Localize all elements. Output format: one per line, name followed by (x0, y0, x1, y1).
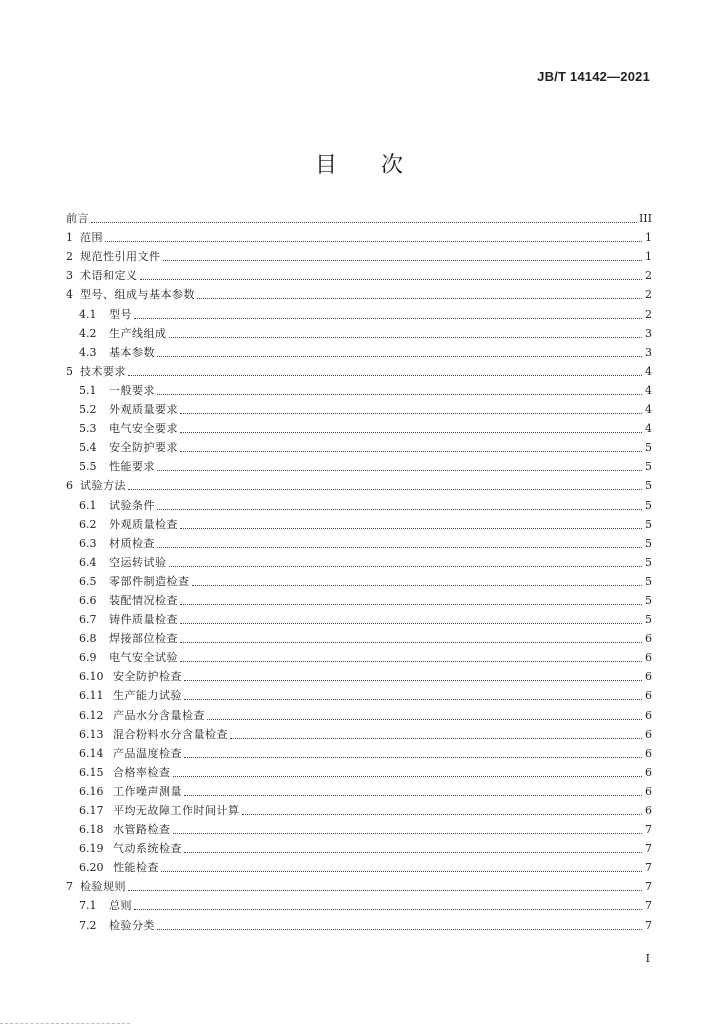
toc-dot-leader (169, 566, 643, 567)
toc-entry-label: 生产能力试验 (113, 689, 182, 703)
toc-entry-page: 4 (645, 422, 652, 436)
toc-entry-label: 空运转试验 (109, 555, 167, 569)
toc-dot-leader (180, 413, 642, 414)
toc-entry[interactable] (66, 532, 652, 551)
toc-entry-page: 1 (645, 231, 652, 245)
toc-entry-number: 6.10 (79, 670, 104, 684)
toc-entry[interactable] (66, 742, 652, 761)
toc-dot-leader (157, 356, 642, 357)
toc-entry-label: 范围 (80, 231, 103, 245)
toc-entry-label: 技术要求 (80, 364, 126, 378)
toc-entry-page: 5 (645, 498, 652, 512)
toc-dot-leader (128, 375, 642, 376)
toc-entry-number: 1 (66, 231, 73, 245)
toc-entry-page: 7 (645, 899, 652, 913)
toc-dot-leader (180, 432, 642, 433)
toc-entry[interactable] (66, 818, 652, 837)
toc-entry-number: 5.2 (79, 403, 97, 417)
toc-dot-leader (128, 890, 642, 891)
toc-entry-number: 7 (66, 880, 73, 894)
toc-entry-label: 平均无故障工作时间计算 (113, 804, 240, 817)
toc-entry-label: 试验条件 (109, 498, 155, 512)
toc-entry-number: 6.6 (79, 593, 97, 607)
toc-entry-number: 6.19 (79, 842, 104, 856)
toc-dot-leader (157, 394, 642, 395)
toc-entry-label: 型号、组成与基本参数 (80, 288, 195, 302)
toc-entry-label: 电气安全要求 (109, 422, 178, 436)
toc-entry-label: 性能检查 (113, 861, 159, 875)
toc-dot-leader (184, 680, 642, 681)
toc-entry-page: 7 (645, 918, 652, 932)
toc-dot-leader (180, 642, 642, 643)
toc-entry-page: III (638, 212, 652, 226)
toc-entry[interactable] (66, 608, 652, 627)
toc-entry-label: 产品温度检查 (113, 746, 182, 760)
toc-entry-page: 3 (645, 326, 652, 340)
toc-entry-label: 产品水分含量检查 (113, 708, 205, 722)
toc-entry-label: 规范性引用文件 (80, 250, 161, 264)
toc-dot-leader (184, 795, 642, 796)
toc-entry-number: 6.7 (79, 613, 97, 627)
toc-entry-page: 5 (645, 613, 652, 627)
toc-entry-page: 7 (645, 880, 652, 894)
toc-entry-number: 5.4 (79, 441, 97, 455)
toc-entry-page: 5 (645, 593, 652, 607)
toc-entry-number: 6 (66, 479, 73, 493)
toc-entry-label: 前言 (66, 212, 89, 226)
toc-entry-label: 铸件质量检查 (109, 613, 178, 627)
toc-entry[interactable] (66, 570, 652, 589)
toc-dot-leader (105, 241, 642, 242)
toc-entry-number: 6.18 (79, 823, 104, 837)
toc-entry-label: 材质检查 (109, 536, 155, 550)
toc-dot-leader (157, 547, 642, 548)
toc-entry-page: 4 (645, 364, 652, 378)
toc-dot-leader (157, 929, 642, 930)
toc-dot-leader (180, 451, 642, 452)
toc-entry[interactable] (66, 207, 652, 226)
toc-entry-number: 6.16 (79, 784, 104, 798)
toc-entry-page: 2 (645, 269, 652, 283)
toc-entry[interactable] (66, 837, 652, 856)
toc-dot-leader (134, 318, 642, 319)
toc-dot-leader (157, 470, 642, 471)
toc-entry-page: 5 (645, 536, 652, 550)
toc-entry[interactable] (66, 723, 652, 742)
toc-dot-leader (192, 585, 643, 586)
toc-entry-page: 4 (645, 403, 652, 417)
toc-entry-number: 5.5 (79, 460, 97, 474)
toc-entry-number: 6.3 (79, 536, 97, 550)
toc-entry[interactable] (66, 513, 652, 532)
toc-entry-page: 5 (645, 479, 652, 493)
toc-entry-page: 6 (645, 784, 652, 798)
toc-dot-leader (184, 852, 642, 853)
toc-entry-page: 2 (645, 307, 652, 321)
toc-entry[interactable] (66, 627, 652, 646)
toc-entry-number: 5.3 (79, 422, 97, 436)
toc-entry-page: 6 (645, 651, 652, 665)
toc-entry-label: 焊接部位检查 (109, 632, 178, 646)
toc-entry-label: 水管路检查 (113, 823, 171, 837)
toc-entry-label: 合格率检查 (113, 765, 171, 779)
toc-entry-page: 6 (645, 670, 652, 684)
toc-dot-leader (242, 814, 643, 815)
toc-entry[interactable] (66, 589, 652, 608)
toc-entry-number: 6.8 (79, 632, 97, 646)
toc-entry[interactable] (66, 245, 652, 264)
toc-dot-leader (134, 909, 642, 910)
toc-entry-page: 6 (645, 765, 652, 779)
toc-entry-page: 4 (645, 383, 652, 397)
toc-dot-leader (230, 738, 642, 739)
toc-entry-number: 7.2 (79, 918, 97, 932)
toc-entry[interactable] (66, 302, 652, 321)
toc-entry[interactable] (66, 913, 652, 932)
toc-entry[interactable] (66, 264, 652, 283)
toc-entry-page: 2 (645, 288, 652, 302)
toc-dot-leader (197, 298, 642, 299)
toc-entry[interactable] (66, 493, 652, 512)
toc-entry[interactable] (66, 684, 652, 703)
table-of-contents (66, 207, 652, 933)
toc-entry-label: 检验规则 (80, 880, 126, 894)
toc-entry-label: 混合粉料水分含量检查 (113, 727, 228, 741)
toc-entry-label: 试验方法 (80, 479, 126, 493)
toc-entry-number: 4.3 (79, 345, 97, 359)
toc-entry[interactable] (66, 551, 652, 570)
toc-entry[interactable] (66, 761, 652, 780)
toc-dot-leader (207, 719, 642, 720)
toc-entry[interactable] (66, 799, 652, 818)
toc-dot-leader (184, 757, 642, 758)
toc-dot-leader (163, 260, 643, 261)
toc-entry-number: 4.2 (79, 326, 97, 340)
toc-entry-page: 6 (645, 746, 652, 760)
toc-entry[interactable] (66, 646, 652, 665)
toc-entry-label: 性能要求 (109, 460, 155, 474)
toc-dot-leader (173, 776, 643, 777)
toc-entry-page: 6 (645, 727, 652, 741)
toc-dot-leader (180, 604, 642, 605)
toc-entry-label: 气动系统检查 (113, 842, 182, 856)
toc-dot-leader (180, 623, 642, 624)
toc-entry-number: 6.15 (79, 765, 104, 779)
toc-entry[interactable] (66, 379, 652, 398)
toc-entry[interactable] (66, 360, 652, 379)
toc-entry[interactable] (66, 417, 652, 436)
toc-entry[interactable] (66, 283, 652, 302)
toc-entry-page: 6 (645, 632, 652, 646)
toc-entry-label: 外观质量检查 (109, 517, 178, 531)
toc-entry[interactable] (66, 665, 652, 684)
standard-code: JB/T 14142—2021 (537, 69, 650, 84)
toc-dot-leader (180, 661, 642, 662)
toc-entry-number: 3 (66, 269, 73, 283)
toc-entry-page: 3 (645, 345, 652, 359)
toc-entry-label: 生产线组成 (109, 326, 167, 340)
toc-entry-label: 安全防护要求 (109, 441, 178, 455)
toc-dot-leader (91, 222, 637, 223)
toc-entry-page: 5 (645, 555, 652, 569)
toc-entry-label: 一般要求 (109, 383, 155, 397)
toc-entry-number: 6.14 (79, 746, 104, 760)
toc-dot-leader (169, 337, 643, 338)
toc-entry-page: 5 (645, 517, 652, 531)
toc-entry-number: 5 (66, 364, 73, 378)
toc-entry-page: 5 (645, 441, 652, 455)
toc-dot-leader (157, 509, 642, 510)
toc-entry[interactable] (66, 780, 652, 799)
toc-entry-number: 6.4 (79, 555, 97, 569)
toc-entry-number: 2 (66, 250, 73, 264)
toc-entry-number: 6.11 (79, 689, 104, 703)
toc-entry-page: 7 (645, 861, 652, 875)
toc-entry-label: 基本参数 (109, 345, 155, 359)
toc-entry[interactable] (66, 436, 652, 455)
toc-entry[interactable] (66, 226, 652, 245)
toc-entry[interactable] (66, 703, 652, 722)
toc-entry-number: 6.17 (79, 804, 104, 817)
toc-entry-number: 5.1 (79, 383, 97, 397)
toc-entry-page: 6 (645, 804, 652, 817)
toc-entry-label: 安全防护检查 (113, 670, 182, 684)
toc-entry[interactable] (66, 894, 652, 913)
toc-dot-leader (180, 528, 642, 529)
toc-entry-number: 6.13 (79, 727, 104, 741)
toc-entry-number: 6.9 (79, 651, 97, 665)
toc-title-char-2: 次 (381, 153, 404, 178)
toc-entry-page: 7 (645, 823, 652, 837)
toc-dot-leader (128, 489, 642, 490)
toc-dot-leader (140, 279, 643, 280)
toc-dot-leader (161, 871, 642, 872)
toc-entry-page: 1 (645, 250, 652, 264)
toc-entry[interactable] (66, 322, 652, 341)
toc-dot-leader (184, 699, 642, 700)
toc-entry-page: 7 (645, 842, 652, 856)
toc-title (0, 148, 718, 179)
toc-entry[interactable] (66, 875, 652, 894)
toc-entry-page: 5 (645, 574, 652, 588)
toc-entry-label: 术语和定义 (80, 269, 138, 283)
toc-entry-number: 6.2 (79, 517, 97, 531)
toc-entry-number: 6.20 (79, 861, 104, 875)
toc-entry-number: 4 (66, 288, 73, 302)
toc-dot-leader (173, 833, 643, 834)
toc-entry-page: 6 (645, 708, 652, 722)
toc-entry-number: 6.12 (79, 708, 104, 722)
toc-entry-label: 外观质量要求 (109, 403, 178, 417)
page-number: I (645, 952, 650, 965)
toc-entry-label: 总则 (109, 899, 132, 913)
toc-entry[interactable] (66, 341, 652, 360)
scan-edge-mark (0, 1020, 130, 1024)
toc-entry-number: 6.5 (79, 574, 97, 588)
toc-entry-label: 检验分类 (109, 918, 155, 932)
toc-entry-page: 5 (645, 460, 652, 474)
toc-entry-number: 4.1 (79, 307, 97, 321)
toc-entry-label: 电气安全试验 (109, 651, 178, 665)
toc-entry[interactable] (66, 856, 652, 875)
toc-entry-label: 装配情况检查 (109, 593, 178, 607)
toc-entry[interactable] (66, 398, 652, 417)
toc-entry-number: 6.1 (79, 498, 97, 512)
toc-entry-page: 6 (645, 689, 652, 703)
toc-entry[interactable] (66, 474, 652, 493)
toc-entry-number: 7.1 (79, 899, 97, 913)
toc-entry-label: 型号 (109, 307, 132, 321)
toc-title-char-1: 目 (314, 153, 337, 178)
toc-entry[interactable] (66, 455, 652, 474)
toc-entry-label: 工作噪声测量 (113, 784, 182, 798)
toc-entry-label: 零部件制造检查 (109, 574, 190, 588)
